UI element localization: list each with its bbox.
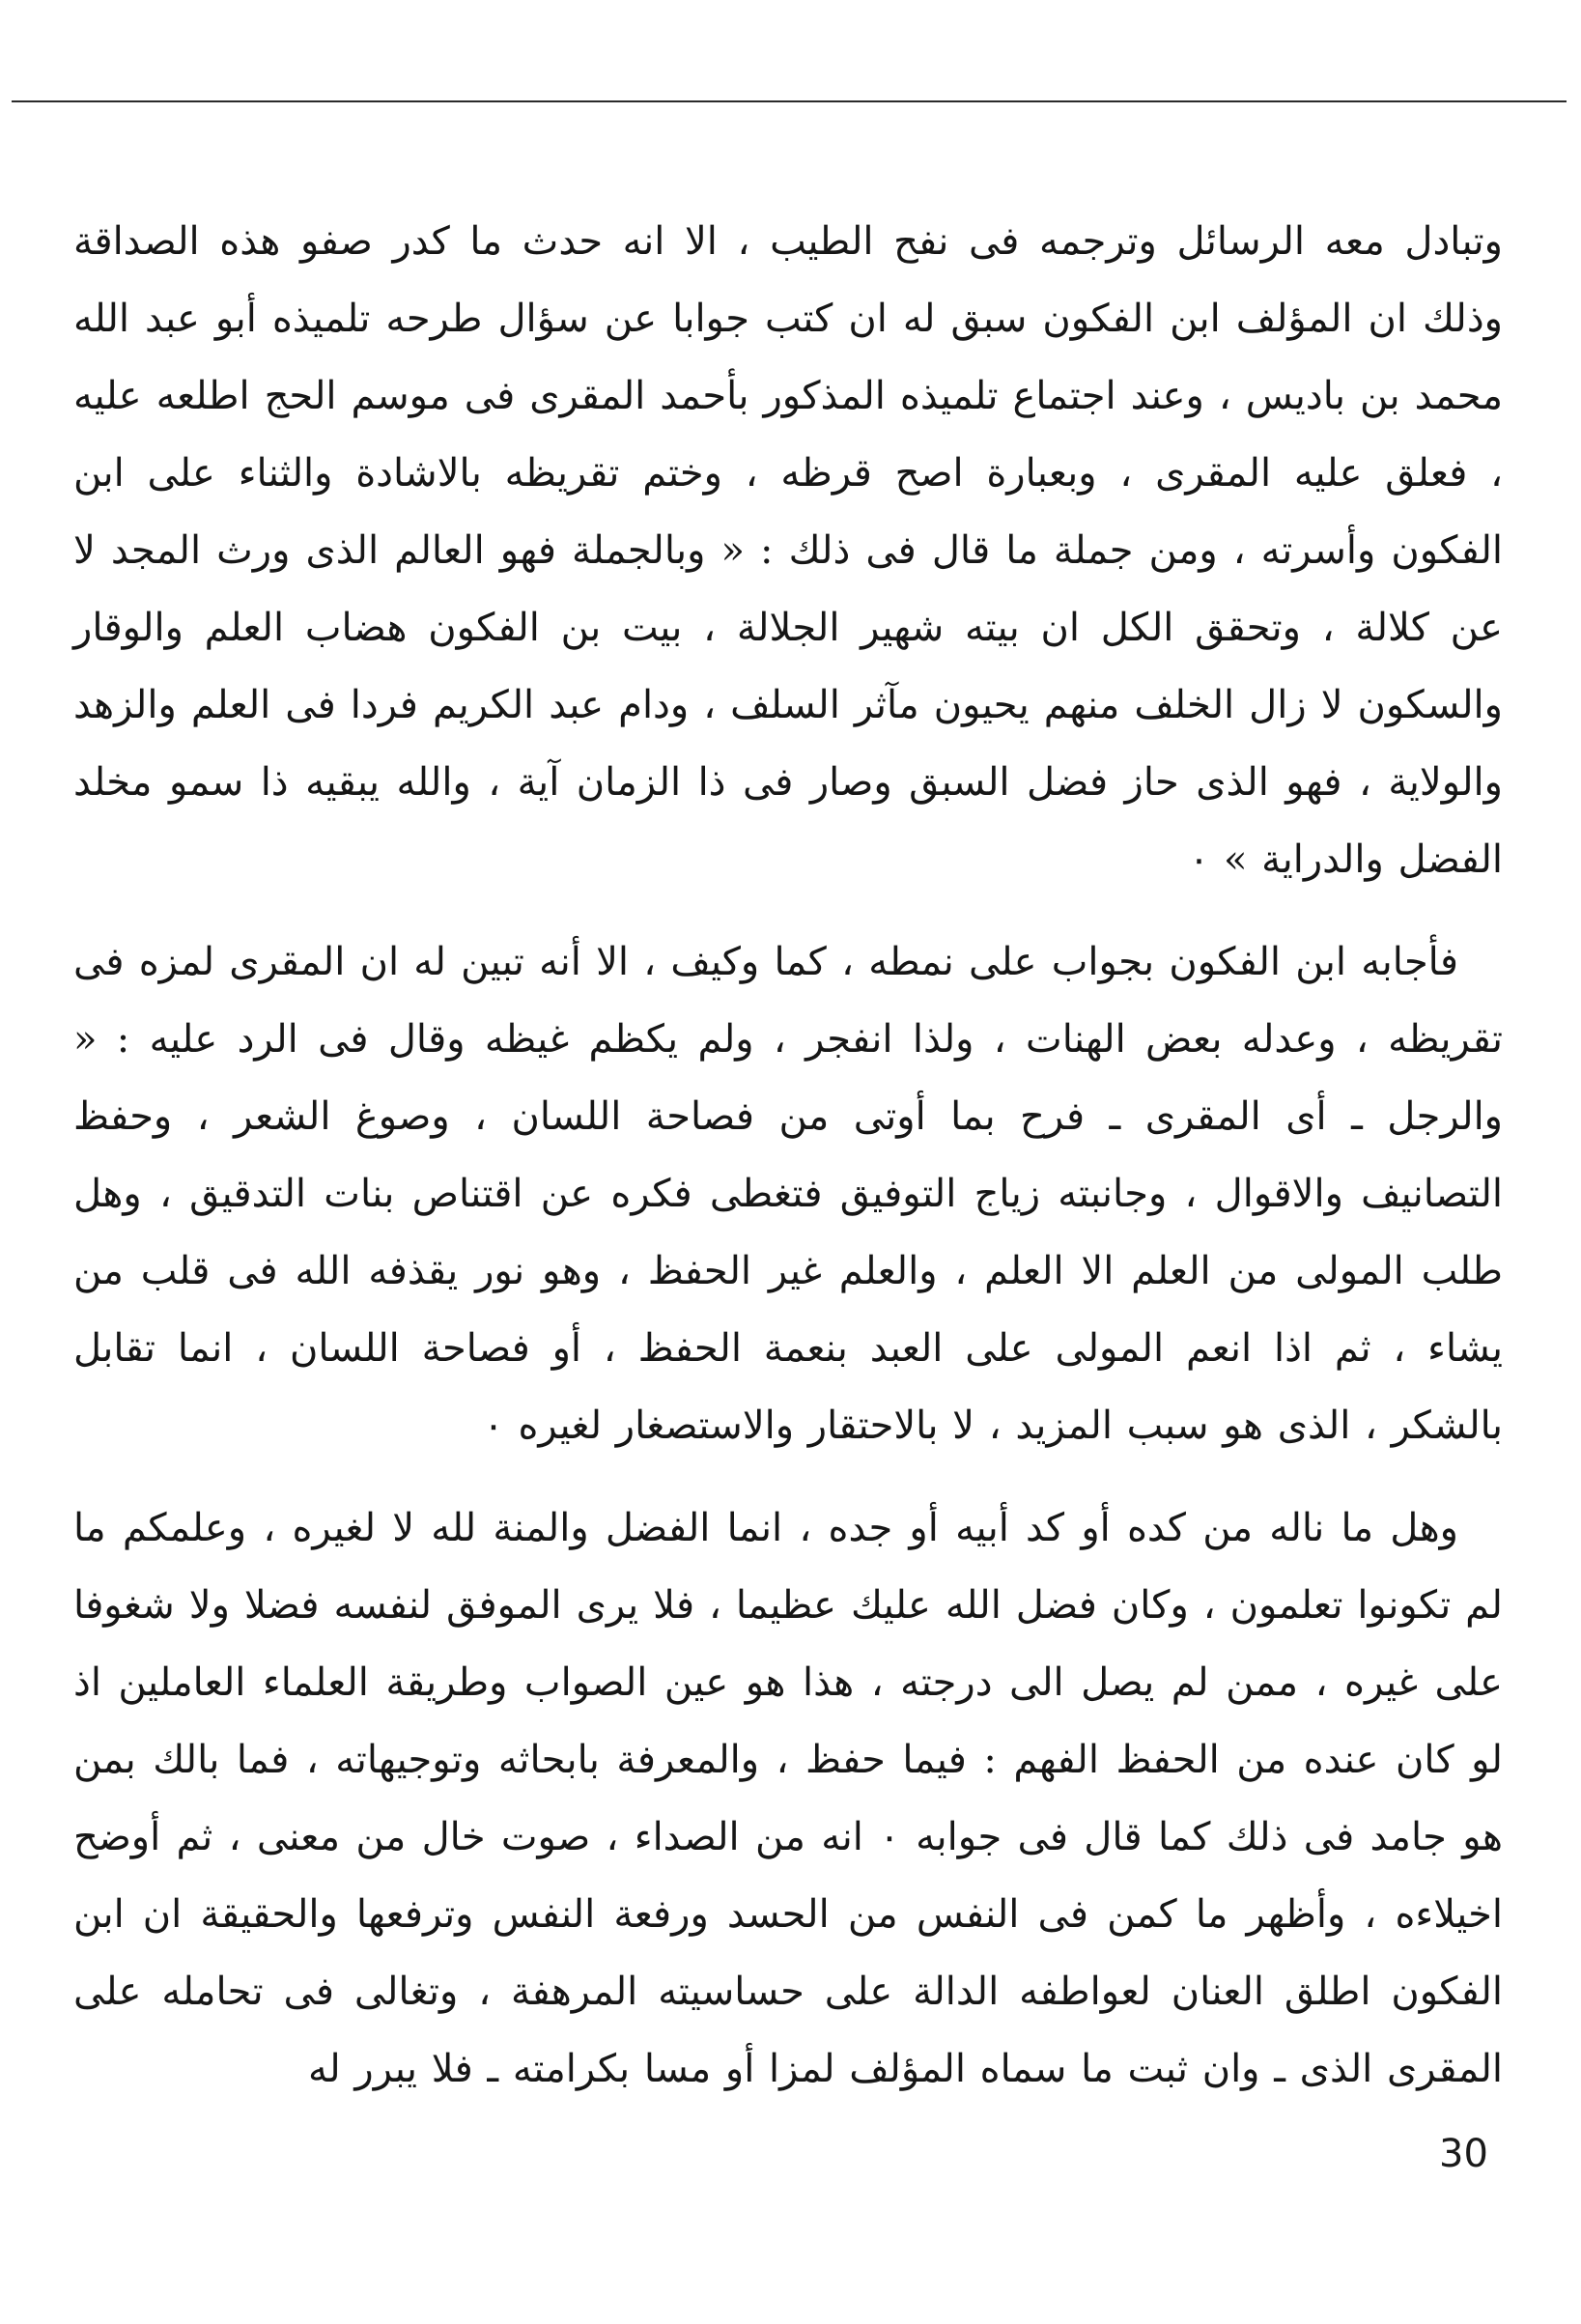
paragraph-3: وهل ما ناله من كده أو كد أبيه أو جده ، انما الفضل والمنة لله لا لغيره ، وعلمكم ما لم تكونوا تعلمون ، وكان فضل الله عليك عظيما ، فلا يرى الموفق لنفسه فضلا ولا شغوفا على غيره ، ممن لم يصل الى درجته ، هذا هو عين الصواب وطريقة العلماء العاملين اذ لو كان عنده من الحفظ الفهم : فيما حفظ ، والمعرفة بابحاثه وتوجيهاته ، فما بالك بمن هو جامد فى ذلك كما قال فى جوابه ٠ انه من الصداء ، صوت خال من معنى ، ثم أوضح اخيلاءه ، وأظهر ما كمن فى النفس من الحسد ورفعة النفس وترفعها والحقيقة ان ابن الفكون اطلق العنان لعواطفه الدالة على حساسيته المرهفة ، وتغالى فى تحامله على المقرى الذى ـ وان ثبت ما سماه المؤلف لمزا أو مسا بكرامته ـ فلا يبرر له [73, 1506, 1503, 2091]
page-body [73, 203, 1503, 2108]
paragraph-2: فأجابه ابن الفكون بجواب على نمطه ، كما وكيف ، الا أنه تبين له ان المقرى لمزه فى تقريظه ، وعدله بعض الهنات ، ولذا انفجر ، ولم يكظم غيظه وقال فى الرد عليه : « والرجل ـ أى المقرى ـ فرح بما أوتى من فصاحة اللسان ، وصوغ الشعر ، وحفظ التصانيف والاقوال ، وجانبته زياج التوفيق فتغطى فكره عن اقتناص بنات التدقيق ، وهل طلب المولى من العلم الا العلم ، والعلم غير الحفظ ، وهو نور يقذفه الله فى قلب من يشاء ، ثم اذا انعم المولى على العبد بنعمة الحفظ ، أو فصاحة اللسان ، انما تقابل بالشكر ، الذى هو سبب المزيد ، لا بالاحتقار والاستصغار لغيره ٠ [73, 940, 1503, 1448]
top-rule [12, 100, 1567, 102]
page-number: 30 [1439, 2132, 1488, 2176]
paragraph-1: وتبادل معه الرسائل وترجمه فى نفح الطيب ، الا انه حدث ما كدر صفو هذه الصداقة وذلك ان المؤلف ابن الفكون سبق له ان كتب جوابا عن سؤال طرحه تلميذه أبو عبد الله محمد بن باديس ، وعند اجتماع تلميذه المذكور بأحمد المقرى فى موسم الحج اطلعه عليه ، فعلق عليه المقرى ، وبعبارة اصح قرظه ، وختم تقريظه بالاشادة والثناء على ابن الفكون وأسرته ، ومن جملة ما قال فى ذلك : « وبالجملة فهو العالم الذى ورث المجد لا عن كلالة ، وتحقق الكل ان بيته شهير الجلالة ، بيت بن الفكون هضاب العلم والوقار والسكون لا زال الخلف منهم يحيون مآثر السلف ، ودام عبد الكريم فردا فى العلم والزهد والولاية ، فهو الذى حاز فضل السبق وصار فى ذا الزمان آية ، والله يبقيه ذا سمو مخلد الفضل والدراية » ٠ [73, 219, 1503, 882]
